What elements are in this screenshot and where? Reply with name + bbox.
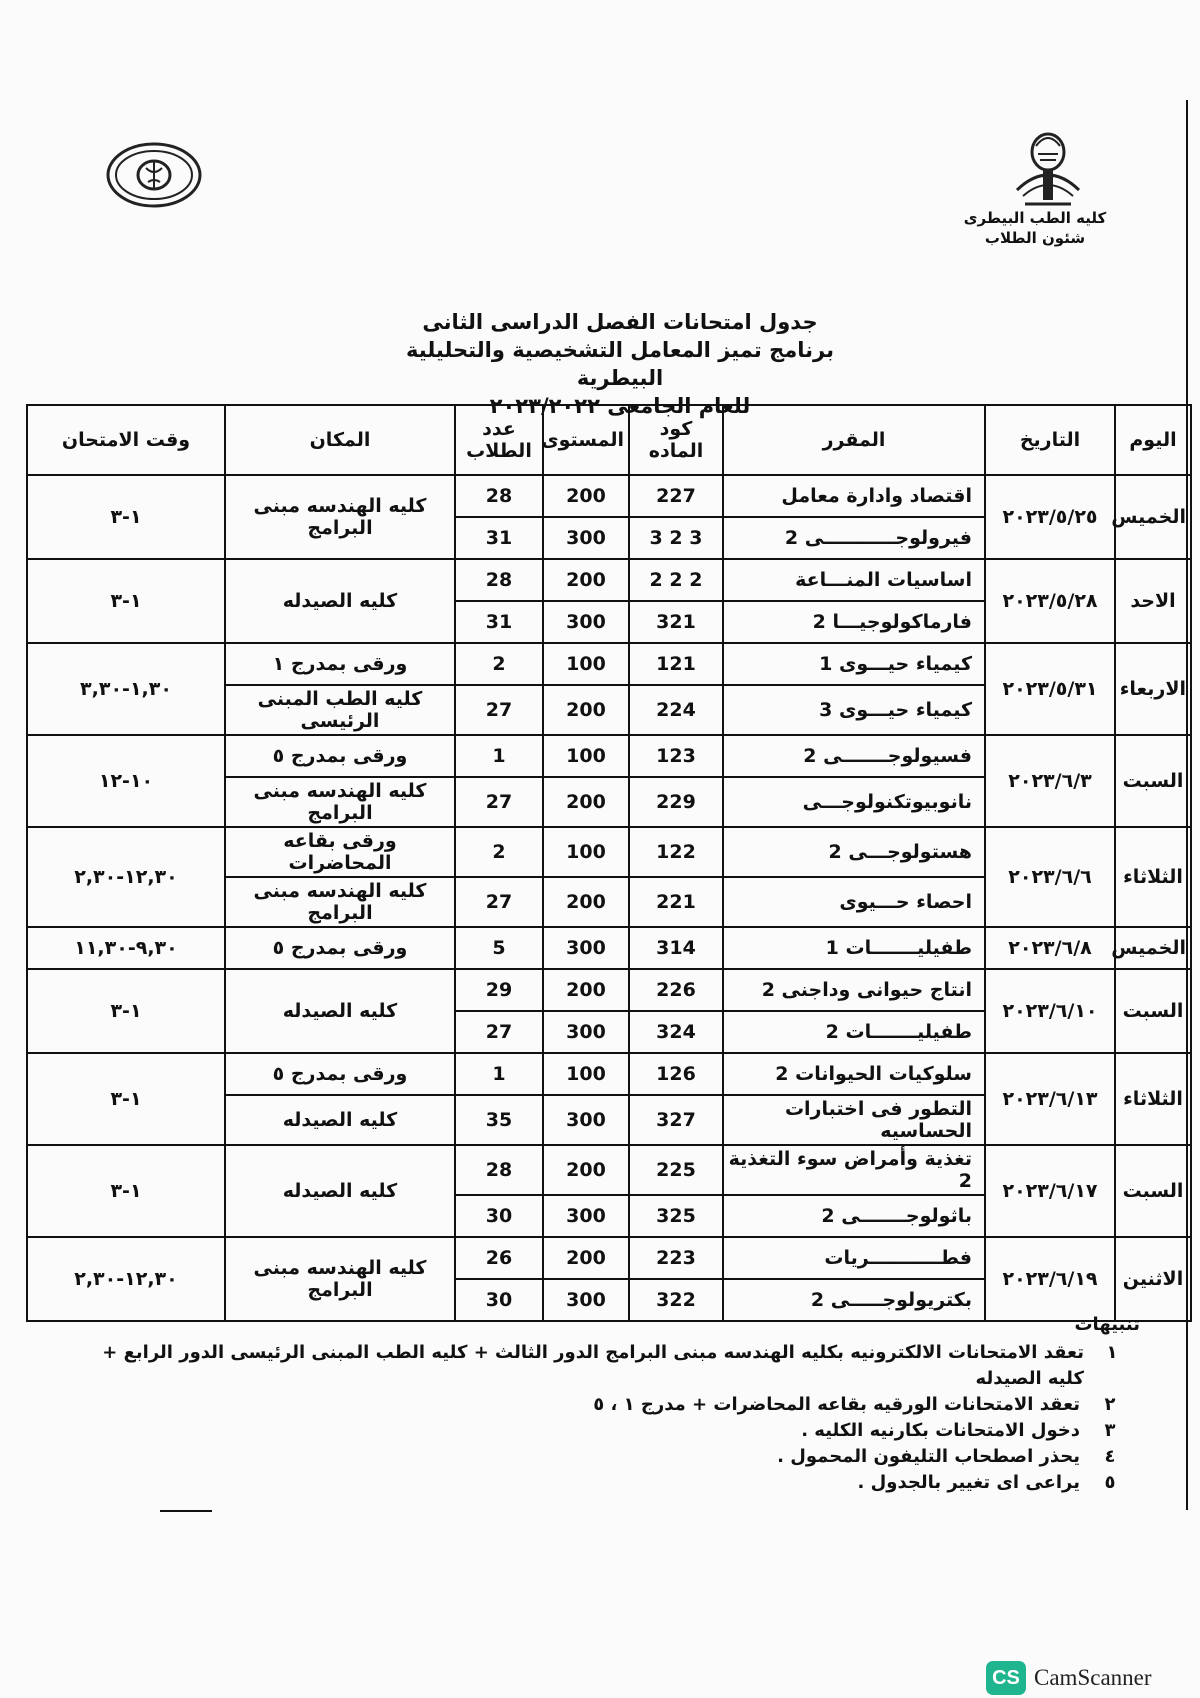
cell-students: 27 <box>455 877 543 927</box>
faculty-emblem-icon <box>1005 130 1091 220</box>
cell-place: كليه الهندسه مبنى البرامج <box>225 475 455 559</box>
note-item <box>60 1392 1140 1418</box>
note-text: تعقد الامتحانات الورقيه بقاعه المحاضرات + مدرج ١ ، ٥ <box>593 1394 1080 1415</box>
header-day: اليوم <box>1115 405 1191 475</box>
table-body <box>27 475 1191 1321</box>
table-row <box>27 1237 1191 1279</box>
cell-level: 300 <box>543 1279 629 1321</box>
note-number: ١ <box>1106 1342 1118 1363</box>
cell-time: ١٠-١٢ <box>27 735 225 827</box>
cell-students: 2 <box>455 643 543 685</box>
note-item <box>60 1418 1140 1444</box>
cell-level: 200 <box>543 559 629 601</box>
cell-place: كليه الصيدله <box>225 1145 455 1237</box>
header-time: وقت الامتحان <box>27 405 225 475</box>
cell-time: ١-٣ <box>27 1053 225 1145</box>
cell-course: اقتصاد وادارة معامل <box>723 475 985 517</box>
cell-level: 300 <box>543 1195 629 1237</box>
cell-time: ١-٣ <box>27 1145 225 1237</box>
note-number: ٢ <box>1104 1394 1116 1415</box>
cell-level: 300 <box>543 1095 629 1145</box>
department-name: شئون الطلاب <box>984 229 1086 247</box>
notes-section <box>60 1312 1140 1496</box>
cell-students: 30 <box>455 1279 543 1321</box>
cell-place: ورقى بقاعه المحاضرات <box>225 827 455 877</box>
cell-day: الاربعاء <box>1115 643 1191 735</box>
cell-place: كليه الصيدله <box>225 559 455 643</box>
cell-code: 229 <box>629 777 723 827</box>
cell-students: 1 <box>455 735 543 777</box>
table-header-row <box>27 405 1191 475</box>
university-seal-icon <box>104 140 204 210</box>
cell-course: اساسيات المنـــاعة <box>723 559 985 601</box>
cell-students: 35 <box>455 1095 543 1145</box>
cell-code: 126 <box>629 1053 723 1095</box>
cell-code: 121 <box>629 643 723 685</box>
cell-place: كليه الصيدله <box>225 1095 455 1145</box>
cell-place: كليه الطب المبنى الرئيسى <box>225 685 455 735</box>
header-code: كود الماده <box>629 405 723 475</box>
cell-students: 30 <box>455 1195 543 1237</box>
cell-course: التطور فى اختبارات الحساسيه <box>723 1095 985 1145</box>
cell-time: ١-٣ <box>27 475 225 559</box>
cell-level: 100 <box>543 643 629 685</box>
cell-place: ورقى بمدرج ٥ <box>225 735 455 777</box>
cell-code: 224 <box>629 685 723 735</box>
cell-code: 2 2 2 <box>629 559 723 601</box>
cell-course: فيرولوجـــــــــــى 2 <box>723 517 985 559</box>
cell-course: بكتريولوجـــــى 2 <box>723 1279 985 1321</box>
cell-day: الاحد <box>1115 559 1191 643</box>
notes-title: تنبيهات <box>1074 1314 1140 1335</box>
cell-level: 100 <box>543 1053 629 1095</box>
note-text: دخول الامتحانات بكارنيه الكليه . <box>801 1420 1080 1441</box>
cell-place: كليه الهندسه مبنى البرامج <box>225 877 455 927</box>
cell-day: السبت <box>1115 969 1191 1053</box>
cell-place: ورقى بمدرج ٥ <box>225 927 455 969</box>
cell-date: ٢٠٢٣/٦/٨ <box>985 927 1115 969</box>
cell-time: ١٢,٣٠-٢,٣٠ <box>27 827 225 927</box>
cell-code: 325 <box>629 1195 723 1237</box>
cell-students: 27 <box>455 685 543 735</box>
cell-level: 200 <box>543 1237 629 1279</box>
cell-place: كليه الصيدله <box>225 969 455 1053</box>
cell-day: السبت <box>1115 1145 1191 1237</box>
header-place: المكان <box>225 405 455 475</box>
note-number: ٥ <box>1104 1472 1116 1493</box>
cell-course: تغذية وأمراض سوء التغذية 2 <box>723 1145 985 1195</box>
cell-code: 327 <box>629 1095 723 1145</box>
header-level: المستوى <box>543 405 629 475</box>
cell-date: ٢٠٢٣/٦/١٩ <box>985 1237 1115 1321</box>
cell-level: 200 <box>543 475 629 517</box>
faculty-header <box>950 208 1120 248</box>
cell-code: 221 <box>629 877 723 927</box>
table-row <box>27 927 1191 969</box>
cell-students: 28 <box>455 1145 543 1195</box>
cell-level: 100 <box>543 735 629 777</box>
note-text: يحذر اصطحاب التليفون المحمول . <box>777 1446 1080 1467</box>
cell-code: 314 <box>629 927 723 969</box>
cell-course: كيمياء حيـــوى 3 <box>723 685 985 735</box>
cell-students: 5 <box>455 927 543 969</box>
title-line-1: جدول امتحانات الفصل الدراسى الثانى <box>422 310 818 334</box>
cell-students: 26 <box>455 1237 543 1279</box>
table-row <box>27 643 1191 685</box>
cell-level: 200 <box>543 1145 629 1195</box>
cell-day: السبت <box>1115 735 1191 827</box>
cell-code: 225 <box>629 1145 723 1195</box>
faculty-name: كليه الطب البيطرى <box>963 209 1107 227</box>
cell-level: 300 <box>543 927 629 969</box>
cell-course: طفيليـــــــات 2 <box>723 1011 985 1053</box>
cell-level: 300 <box>543 601 629 643</box>
cell-students: 2 <box>455 827 543 877</box>
cell-time: ١٢,٣٠-٢,٣٠ <box>27 1237 225 1321</box>
cell-date: ٢٠٢٣/٦/١٠ <box>985 969 1115 1053</box>
cell-level: 200 <box>543 969 629 1011</box>
cell-course: كيمياء حيـــوى 1 <box>723 643 985 685</box>
cell-course: سلوكيات الحيوانات 2 <box>723 1053 985 1095</box>
table-row <box>27 1145 1191 1195</box>
note-number: ٣ <box>1104 1420 1116 1441</box>
title-line-3: للعام الجامعى ٢٠٢٣/٢٠٢٢ <box>489 394 751 418</box>
cell-level: 300 <box>543 517 629 559</box>
cell-code: 322 <box>629 1279 723 1321</box>
cell-place: كليه الهندسه مبنى البرامج <box>225 1237 455 1321</box>
cell-level: 200 <box>543 877 629 927</box>
header-course: المقرر <box>723 405 985 475</box>
cell-day: الثلاثاء <box>1115 827 1191 927</box>
notes-list <box>60 1340 1140 1496</box>
camscanner-watermark <box>986 1661 1152 1695</box>
cell-students: 29 <box>455 969 543 1011</box>
cell-students: 31 <box>455 601 543 643</box>
cell-time: ١,٣٠-٣,٣٠ <box>27 643 225 735</box>
cell-code: 3 2 3 <box>629 517 723 559</box>
cell-level: 200 <box>543 685 629 735</box>
note-item <box>60 1340 1140 1392</box>
header-students: عدد الطلاب <box>455 405 543 475</box>
title-line-2: برنامج تميز المعامل التشخيصية والتحليلية البيطرية <box>406 338 834 390</box>
cell-students: 27 <box>455 1011 543 1053</box>
cell-students: 1 <box>455 1053 543 1095</box>
cell-course: نانوبيوتكنولوجـــى <box>723 777 985 827</box>
table-row <box>27 475 1191 517</box>
cell-course: باثولوجـــــــى 2 <box>723 1195 985 1237</box>
cell-date: ٢٠٢٣/٥/٢٥ <box>985 475 1115 559</box>
cell-time: ١-٣ <box>27 969 225 1053</box>
cell-place: كليه الهندسه مبنى البرامج <box>225 777 455 827</box>
cell-course: طفيليـــــــات 1 <box>723 927 985 969</box>
cell-code: 223 <box>629 1237 723 1279</box>
cell-place: ورقى بمدرج ١ <box>225 643 455 685</box>
note-number: ٤ <box>1104 1446 1116 1467</box>
cell-code: 227 <box>629 475 723 517</box>
cell-code: 226 <box>629 969 723 1011</box>
cell-date: ٢٠٢٣/٥/٢٨ <box>985 559 1115 643</box>
exam-schedule-table <box>26 404 1192 1322</box>
note-text: يراعى اى تغيير بالجدول . <box>857 1472 1080 1493</box>
cell-level: 300 <box>543 1011 629 1053</box>
cell-code: 122 <box>629 827 723 877</box>
cell-day: الخميس <box>1115 475 1191 559</box>
header-date: التاريخ <box>985 405 1115 475</box>
cell-code: 123 <box>629 735 723 777</box>
cell-code: 324 <box>629 1011 723 1053</box>
cell-date: ٢٠٢٣/٥/٣١ <box>985 643 1115 735</box>
cell-place: ورقى بمدرج ٥ <box>225 1053 455 1095</box>
cell-day: الاثنين <box>1115 1237 1191 1321</box>
cell-date: ٢٠٢٣/٦/٦ <box>985 827 1115 927</box>
table-row <box>27 1053 1191 1095</box>
cell-students: 31 <box>455 517 543 559</box>
cell-students: 28 <box>455 475 543 517</box>
cell-students: 28 <box>455 559 543 601</box>
note-item <box>60 1444 1140 1470</box>
cell-course: فطـــــــــــريات <box>723 1237 985 1279</box>
cell-course: فارماكولوجيـــا 2 <box>723 601 985 643</box>
table-row <box>27 969 1191 1011</box>
cell-time: ٩,٣٠-١١,٣٠ <box>27 927 225 969</box>
note-item <box>60 1470 1140 1496</box>
table-row <box>27 735 1191 777</box>
cell-level: 200 <box>543 777 629 827</box>
stray-mark <box>160 1510 212 1512</box>
camscanner-label: CamScanner <box>1034 1665 1152 1690</box>
note-text: تعقد الامتحانات الالكترونيه بكليه الهندسه مبنى البرامج الدور الثالث + كليه الطب المبنى الرئيسى الدور الرابع + كليه الصيدله <box>102 1342 1084 1389</box>
cell-course: انتاج حيوانى وداجنى 2 <box>723 969 985 1011</box>
cell-date: ٢٠٢٣/٦/١٧ <box>985 1145 1115 1237</box>
cell-level: 100 <box>543 827 629 877</box>
cell-day: الثلاثاء <box>1115 1053 1191 1145</box>
cell-code: 321 <box>629 601 723 643</box>
cell-date: ٢٠٢٣/٦/١٣ <box>985 1053 1115 1145</box>
camscanner-logo-icon: CS <box>986 1661 1026 1695</box>
cell-course: احصاء حـــيوى <box>723 877 985 927</box>
cell-course: فسيولوجـــــــى 2 <box>723 735 985 777</box>
table-row <box>27 827 1191 877</box>
cell-time: ١-٣ <box>27 559 225 643</box>
cell-course: هستولوجـــى 2 <box>723 827 985 877</box>
cell-day: الخميس <box>1115 927 1191 969</box>
cell-date: ٢٠٢٣/٦/٣ <box>985 735 1115 827</box>
cell-students: 27 <box>455 777 543 827</box>
table-row <box>27 559 1191 601</box>
